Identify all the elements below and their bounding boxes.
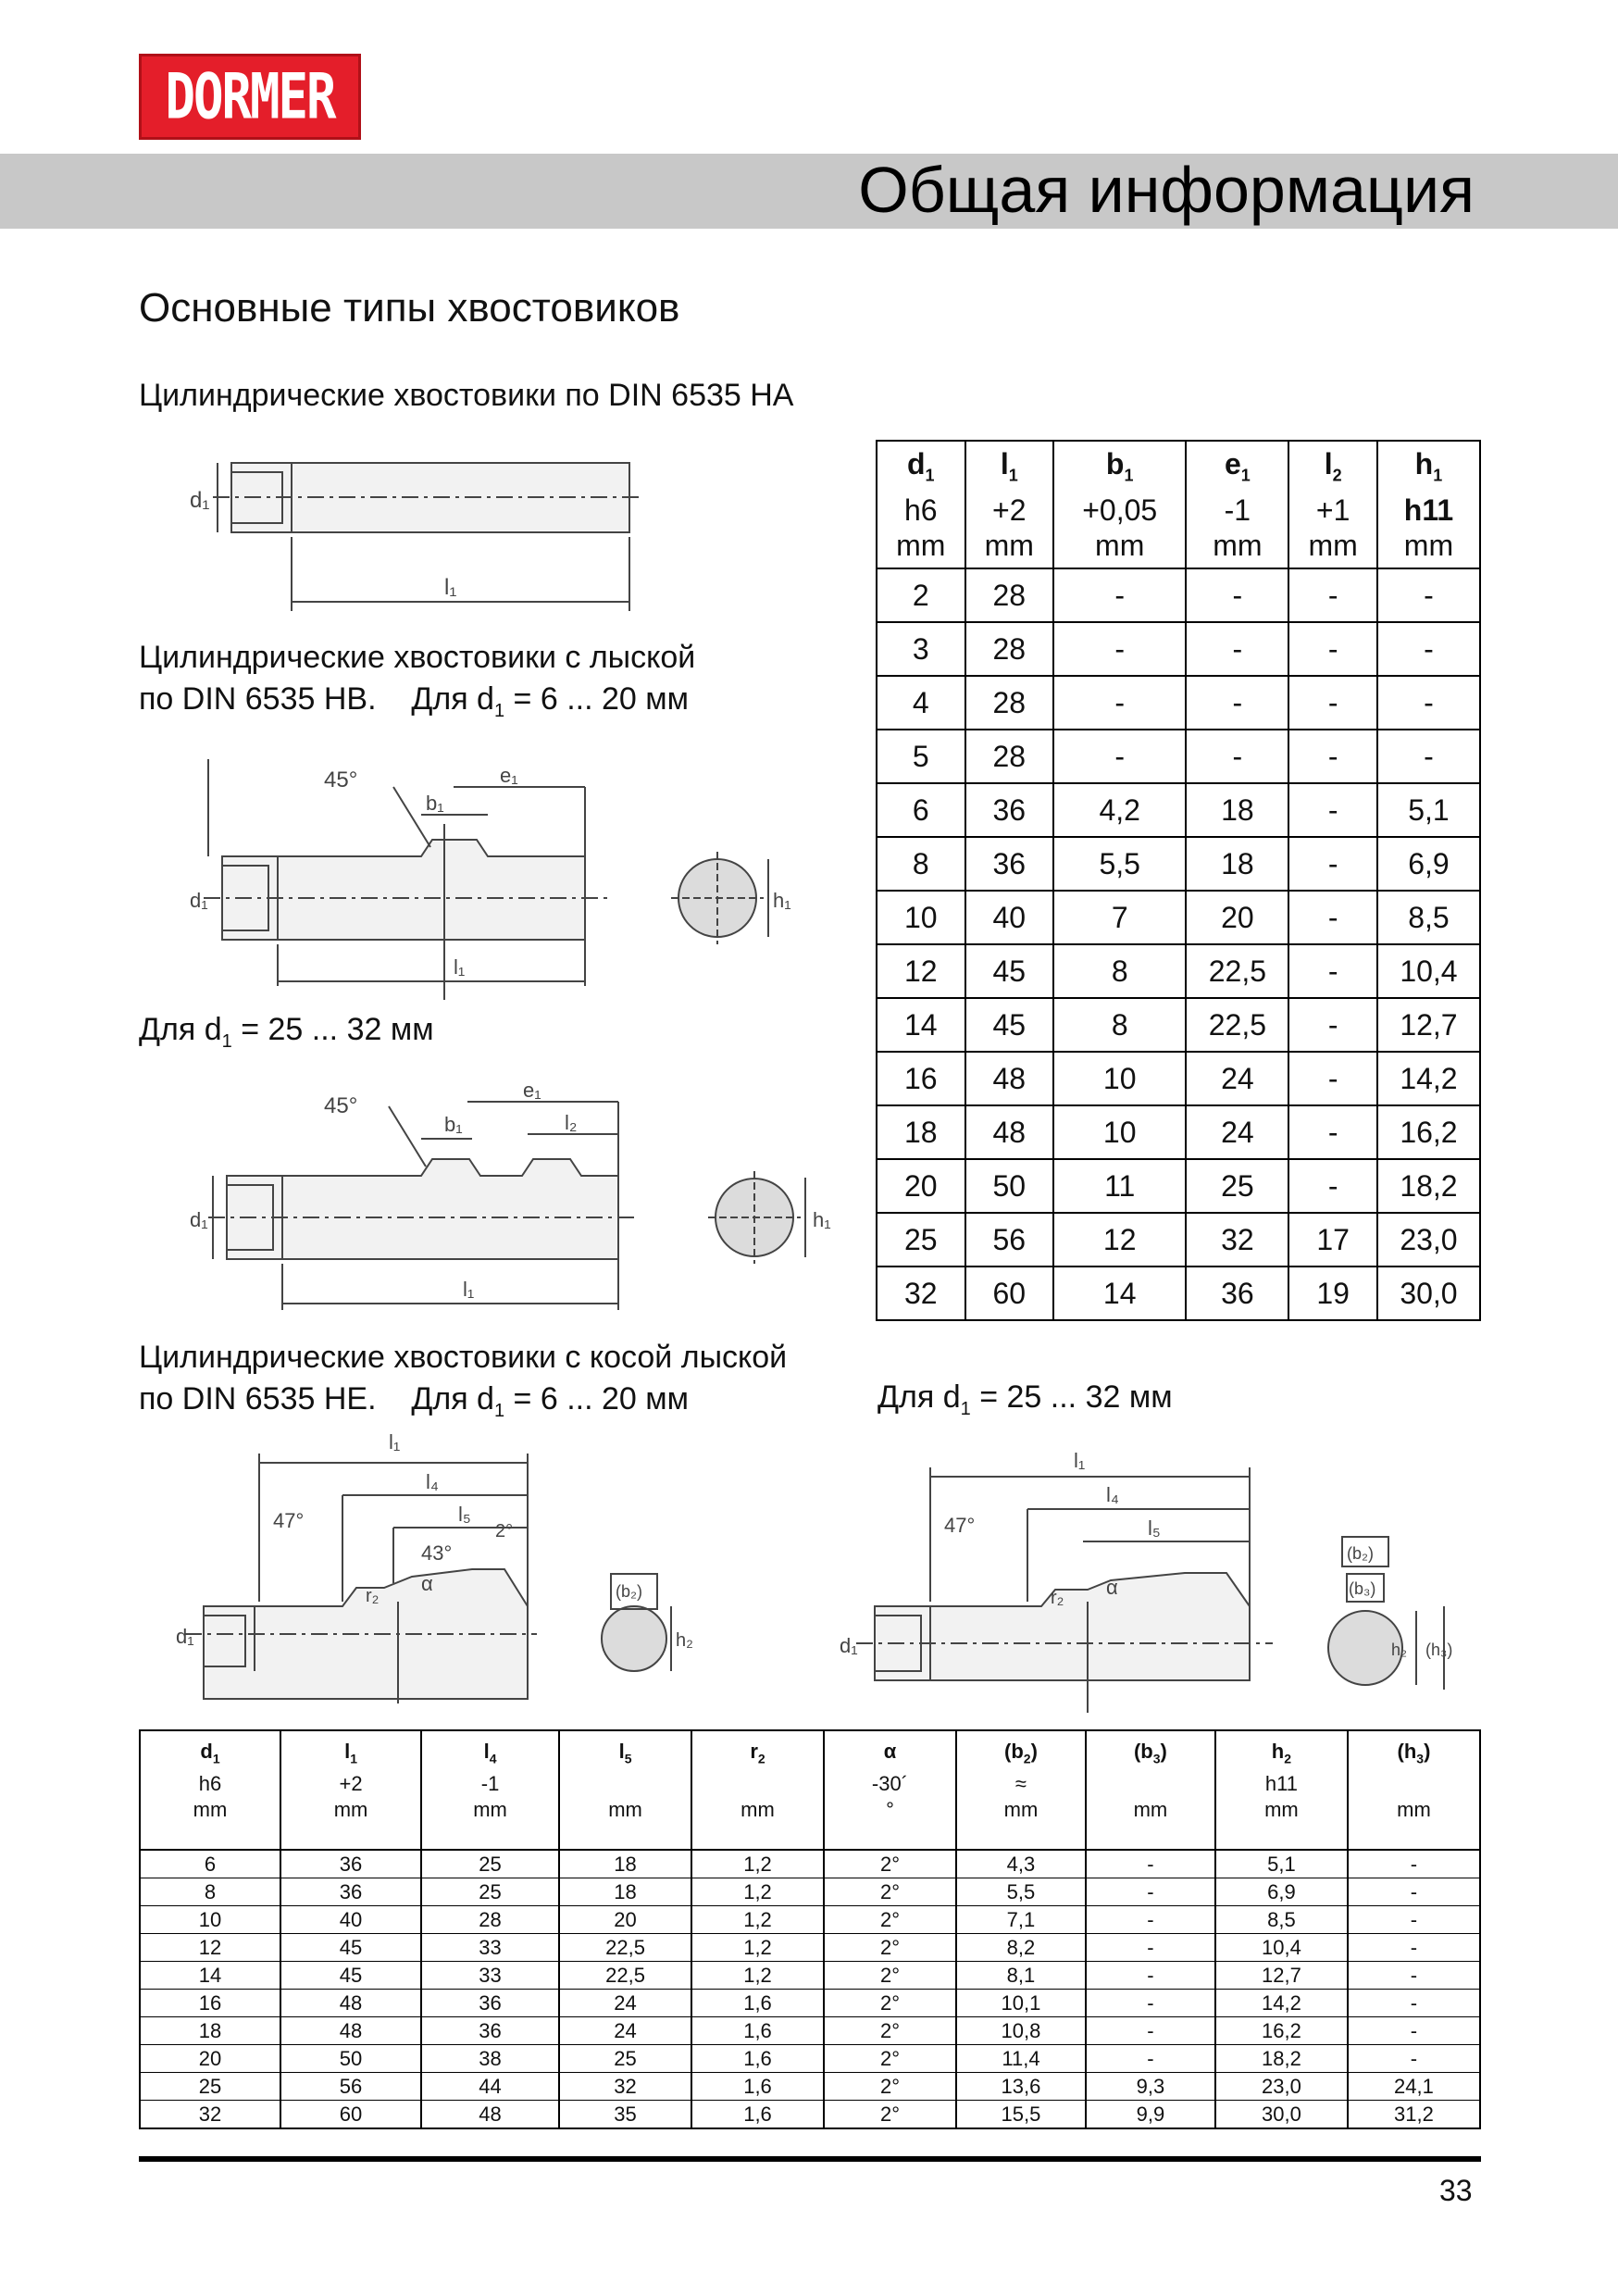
label-h2-he: h₂ — [676, 1630, 693, 1651]
table-cell: 24,1 — [1348, 2073, 1480, 2101]
table-ha-hb-header — [877, 441, 1480, 568]
table-cell: 2° — [824, 2101, 956, 2129]
table-cell: 9,9 — [1086, 2101, 1215, 2129]
label-alpha-he-large: α — [1106, 1576, 1118, 1599]
table-cell: - — [1348, 2045, 1480, 2073]
col-header: $(b_2)$ ≈ mm — [956, 1730, 1086, 1850]
table-cell: 22,5 — [559, 1934, 691, 1962]
table-he-header — [140, 1730, 1480, 1850]
table-cell: 8 — [1053, 944, 1186, 998]
table-cell: 2° — [824, 1850, 956, 1878]
table-cell: 12,7 — [1215, 1962, 1348, 1990]
table-cell: 36 — [965, 783, 1054, 837]
table-row — [877, 891, 1480, 944]
label-45-large: 45° — [324, 1093, 358, 1118]
table-cell: 40 — [280, 1906, 421, 1934]
table-cell: 17 — [1288, 1213, 1377, 1267]
col-header: $l_4$ -1 mm — [421, 1730, 559, 1850]
table-cell: 4,2 — [1053, 783, 1186, 837]
table-cell: 14 — [877, 998, 965, 1052]
label-l4-he: l₄ — [426, 1470, 439, 1493]
table-cell: - — [1053, 622, 1186, 676]
table-cell: 14 — [140, 1962, 280, 1990]
table-cell: 24 — [559, 2017, 691, 2045]
diagram-shank-he — [167, 1426, 741, 1722]
table-cell: 13,6 — [956, 2073, 1086, 2101]
table-row — [877, 622, 1480, 676]
caption-hb2 — [139, 1009, 434, 1062]
table-cell: 30,0 — [1377, 1267, 1480, 1320]
caption-hb-range-post: = 6 ... 20 мм — [504, 681, 689, 717]
table-cell: - — [1086, 1962, 1215, 1990]
table-cell: - — [1086, 2017, 1215, 2045]
table-cell: - — [1348, 1850, 1480, 1878]
table-cell: 2° — [824, 1934, 956, 1962]
table-cell: 8,5 — [1215, 1906, 1348, 1934]
table-cell: 25 — [877, 1213, 965, 1267]
caption-hb-din: по DIN 6535 HB. — [139, 681, 377, 717]
label-b2-he-large: (b₂) — [1347, 1544, 1374, 1563]
table-cell: - — [1288, 944, 1377, 998]
table-cell: 16 — [877, 1052, 965, 1105]
table-cell: 20 — [559, 1906, 691, 1934]
table-cell: 10,8 — [956, 2017, 1086, 2045]
table-cell: 8,1 — [956, 1962, 1086, 1990]
table-cell: - — [1086, 2045, 1215, 2073]
table-cell: 24 — [559, 1990, 691, 2017]
caption-he2-pre: Для d — [877, 1379, 961, 1415]
table-cell: 28 — [965, 568, 1054, 622]
caption-hb-line1: Цилиндрические хвостовики с лыской — [139, 640, 696, 675]
table-cell: - — [1288, 998, 1377, 1052]
label-43: 43° — [421, 1541, 453, 1565]
table-cell: 25 — [140, 2073, 280, 2101]
label-e1-large: e₁ — [523, 1079, 541, 1102]
table-cell: 2° — [824, 2045, 956, 2073]
table-cell: 48 — [421, 2101, 559, 2129]
table-cell: 38 — [421, 2045, 559, 2073]
caption-he-line1: Цилиндрические хвостовики с косой лыской — [139, 1340, 788, 1375]
table-cell: 6,9 — [1377, 837, 1480, 891]
label-r2-he-large: r₂ — [1051, 1588, 1064, 1608]
table-cell: 10 — [877, 891, 965, 944]
table-cell: 2° — [824, 1990, 956, 2017]
table-cell: 1,2 — [691, 1962, 824, 1990]
table-cell: 18 — [1186, 783, 1288, 837]
label-l1-he-large: l₁ — [1074, 1449, 1086, 1472]
table-cell: 18,2 — [1215, 2045, 1348, 2073]
table-cell: - — [1377, 730, 1480, 783]
label-47: 47° — [273, 1509, 305, 1532]
table-cell: 22,5 — [559, 1962, 691, 1990]
table-cell: 8,5 — [1377, 891, 1480, 944]
label-l2-large: l₂ — [565, 1111, 578, 1134]
col-header: $l_1$ +2 mm — [280, 1730, 421, 1850]
table-cell: 10,4 — [1377, 944, 1480, 998]
table-cell: 5,5 — [956, 1878, 1086, 1906]
table-row — [877, 676, 1480, 730]
table-cell: 36 — [421, 1990, 559, 2017]
table-cell: 8 — [140, 1878, 280, 1906]
table-cell: 44 — [421, 2073, 559, 2101]
table-cell: 7 — [1053, 891, 1186, 944]
table-cell: 36 — [965, 837, 1054, 891]
table-cell: 16,2 — [1377, 1105, 1480, 1159]
table-cell: - — [1288, 1159, 1377, 1213]
table-cell: 30,0 — [1215, 2101, 1348, 2129]
table-row — [877, 1267, 1480, 1320]
label-d1-he: d₁ — [176, 1625, 194, 1648]
table-cell: - — [1086, 1850, 1215, 1878]
table-cell: 7,1 — [956, 1906, 1086, 1934]
table-cell: 3 — [877, 622, 965, 676]
table-cell: 20 — [140, 2045, 280, 2073]
table-cell: 28 — [421, 1906, 559, 1934]
section-title: Основные типы хвостовиков — [139, 285, 680, 331]
table-cell: 10,1 — [956, 1990, 1086, 2017]
col-e1: $e_1$ -1 mm — [1186, 441, 1288, 568]
caption-hb-range-sub: 1 — [493, 700, 505, 721]
table-row — [877, 998, 1480, 1052]
table-cell: 14,2 — [1377, 1052, 1480, 1105]
table-row — [140, 1962, 1480, 1990]
label-l1-hb: l₁ — [454, 955, 466, 979]
table-cell: 25 — [421, 1878, 559, 1906]
table-cell: 33 — [421, 1934, 559, 1962]
table-cell: 25 — [559, 2045, 691, 2073]
table-cell: 28 — [965, 622, 1054, 676]
dormer-logo — [139, 54, 361, 140]
table-cell: 56 — [965, 1213, 1054, 1267]
caption-hb2-pre: Для d — [139, 1012, 222, 1047]
table-cell: 10 — [1053, 1105, 1186, 1159]
caption-he2-sub: 1 — [960, 1398, 971, 1419]
table-cell: 15,5 — [956, 2101, 1086, 2129]
table-cell: - — [1288, 891, 1377, 944]
label-alpha-he: α — [421, 1572, 433, 1595]
table-cell: 20 — [1186, 891, 1288, 944]
table-cell: 48 — [280, 2017, 421, 2045]
label-b1: b₁ — [426, 792, 444, 815]
table-cell: - — [1053, 676, 1186, 730]
table-ha-hb — [876, 440, 1481, 1321]
label-l1: l₁ — [444, 575, 457, 600]
table-cell: - — [1086, 1878, 1215, 1906]
table-cell: 19 — [1288, 1267, 1377, 1320]
label-h1-large: h₁ — [813, 1208, 831, 1231]
table-cell: 45 — [965, 944, 1054, 998]
table-cell: 36 — [1186, 1267, 1288, 1320]
table-cell: - — [1377, 676, 1480, 730]
table-cell: 36 — [280, 1850, 421, 1878]
col-header: α -30´ ° — [824, 1730, 956, 1850]
table-row — [877, 730, 1480, 783]
diagram-shank-he-large — [828, 1444, 1486, 1722]
table-cell: 12 — [877, 944, 965, 998]
table-ha-hb-body — [877, 568, 1480, 1320]
table-he — [139, 1729, 1481, 2129]
table-cell: 2° — [824, 1906, 956, 1934]
label-l5-he-large: l₅ — [1148, 1516, 1161, 1540]
table-row — [877, 1213, 1480, 1267]
table-cell: 5 — [877, 730, 965, 783]
table-row — [877, 837, 1480, 891]
footer-rule — [139, 2156, 1481, 2162]
table-cell: 6 — [877, 783, 965, 837]
label-b2-he: (b₂) — [616, 1582, 642, 1601]
table-cell: 5,1 — [1377, 783, 1480, 837]
caption-ha: Цилиндрические хвостовики по DIN 6535 HA — [139, 378, 794, 413]
table-cell: - — [1053, 568, 1186, 622]
table-cell: 1,6 — [691, 2073, 824, 2101]
table-cell: 45 — [280, 1962, 421, 1990]
table-cell: 5,5 — [1053, 837, 1186, 891]
table-cell: 35 — [559, 2101, 691, 2129]
caption-he2 — [877, 1377, 1173, 1429]
table-cell: - — [1288, 837, 1377, 891]
table-cell: 45 — [280, 1934, 421, 1962]
table-cell: 33 — [421, 1962, 559, 1990]
table-cell: 36 — [280, 1878, 421, 1906]
diagram-shank-hb-large — [176, 1074, 861, 1315]
table-cell: 14,2 — [1215, 1990, 1348, 2017]
table-cell: 1,6 — [691, 2045, 824, 2073]
label-e1: e₁ — [500, 764, 518, 787]
label-d1-hb: d₁ — [190, 889, 208, 912]
table-cell: 2° — [824, 1962, 956, 1990]
table-cell: 48 — [280, 1990, 421, 2017]
table-cell: - — [1186, 622, 1288, 676]
table-cell: 1,2 — [691, 1850, 824, 1878]
table-cell: 32 — [1186, 1213, 1288, 1267]
col-header: $(h_3)$ mm — [1348, 1730, 1480, 1850]
caption-hb2-sub: 1 — [221, 1030, 232, 1052]
table-cell: 8 — [877, 837, 965, 891]
caption-he-range-post: = 6 ... 20 мм — [504, 1381, 689, 1416]
col-header: $h_2$ h11 mm — [1215, 1730, 1348, 1850]
table-cell: 22,5 — [1186, 998, 1288, 1052]
table-cell: 23,0 — [1377, 1213, 1480, 1267]
table-cell: - — [1086, 1906, 1215, 1934]
table-cell: 25 — [1186, 1159, 1288, 1213]
table-cell: 10 — [140, 1906, 280, 1934]
label-47-large: 47° — [944, 1514, 976, 1537]
page-title: Общая информация — [858, 154, 1475, 226]
table-cell: - — [1288, 730, 1377, 783]
table-cell: 18,2 — [1377, 1159, 1480, 1213]
col-l1: $l_1$ +2 mm — [965, 441, 1054, 568]
table-cell: 4,3 — [956, 1850, 1086, 1878]
table-cell: - — [1348, 1878, 1480, 1906]
table-cell: 2 — [877, 568, 965, 622]
table-row — [140, 2073, 1480, 2101]
table-row — [877, 944, 1480, 998]
table-cell: 48 — [965, 1052, 1054, 1105]
table-row — [140, 2101, 1480, 2129]
diagram-shank-ha — [176, 444, 657, 620]
table-cell: 2° — [824, 1878, 956, 1906]
table-cell: 6 — [140, 1850, 280, 1878]
table-cell: 28 — [965, 676, 1054, 730]
table-cell: 32 — [140, 2101, 280, 2129]
diagram-shank-hb — [176, 759, 824, 1000]
col-b1: $b_1$ +0,05 mm — [1053, 441, 1186, 568]
table-cell: 1,6 — [691, 2101, 824, 2129]
table-cell: 40 — [965, 891, 1054, 944]
table-cell: 50 — [280, 2045, 421, 2073]
table-cell: - — [1348, 1990, 1480, 2017]
label-d1-he-large: d₁ — [840, 1634, 858, 1657]
table-cell: - — [1348, 2017, 1480, 2045]
label-l1-large: l₁ — [463, 1278, 475, 1301]
table-cell: - — [1288, 568, 1377, 622]
table-cell: - — [1186, 676, 1288, 730]
logo-text: DORMER — [165, 60, 335, 133]
table-cell: 16 — [140, 1990, 280, 2017]
caption-hb2-post: = 25 ... 32 мм — [231, 1012, 434, 1047]
label-45: 45° — [324, 767, 358, 792]
col-header: $(b_3)$ mm — [1086, 1730, 1215, 1850]
table-cell: 32 — [877, 1267, 965, 1320]
table-cell: - — [1288, 783, 1377, 837]
table-row — [877, 1159, 1480, 1213]
table-cell: - — [1288, 1105, 1377, 1159]
table-row — [140, 1878, 1480, 1906]
caption-he-range-sub: 1 — [493, 1400, 505, 1421]
caption-he2-post: = 25 ... 32 мм — [970, 1379, 1173, 1415]
col-header: $l_5$ mm — [559, 1730, 691, 1850]
table-row — [140, 1934, 1480, 1962]
table-cell: 11,4 — [956, 2045, 1086, 2073]
col-header: $r_2$ mm — [691, 1730, 824, 1850]
table-cell: 32 — [559, 2073, 691, 2101]
table-cell: 60 — [280, 2101, 421, 2129]
table-cell: - — [1086, 1990, 1215, 2017]
table-cell: 18 — [140, 2017, 280, 2045]
label-h1-hb: h₁ — [773, 889, 791, 912]
label-b1-large: b₁ — [444, 1113, 463, 1136]
table-cell: 14 — [1053, 1267, 1186, 1320]
col-h1: $h_1$ h11 mm — [1377, 441, 1480, 568]
table-row — [140, 2045, 1480, 2073]
table-cell: 28 — [965, 730, 1054, 783]
table-cell: 22,5 — [1186, 944, 1288, 998]
table-cell: 12 — [1053, 1213, 1186, 1267]
table-row — [140, 1990, 1480, 2017]
label-l1-he: l₁ — [389, 1430, 401, 1454]
table-cell: 5,1 — [1215, 1850, 1348, 1878]
table-cell: 9,3 — [1086, 2073, 1215, 2101]
table-cell: 1,6 — [691, 2017, 824, 2045]
table-cell: 1,2 — [691, 1878, 824, 1906]
table-cell: 45 — [965, 998, 1054, 1052]
label-d1-large: d₁ — [190, 1208, 208, 1231]
table-cell: 25 — [421, 1850, 559, 1878]
table-cell: 16,2 — [1215, 2017, 1348, 2045]
table-row — [140, 1906, 1480, 1934]
table-cell: - — [1377, 568, 1480, 622]
table-row — [877, 568, 1480, 622]
table-row — [877, 1052, 1480, 1105]
table-row — [140, 1850, 1480, 1878]
table-cell: 1,2 — [691, 1906, 824, 1934]
table-cell: - — [1348, 1934, 1480, 1962]
table-cell: 8,2 — [956, 1934, 1086, 1962]
table-cell: 12 — [140, 1934, 280, 1962]
table-cell: 2° — [824, 2017, 956, 2045]
table-cell: - — [1288, 676, 1377, 730]
caption-he-line2 — [139, 1379, 689, 1431]
table-row — [877, 1105, 1480, 1159]
label-b3-he-large: (b₃) — [1349, 1579, 1376, 1598]
table-cell: 18 — [1186, 837, 1288, 891]
table-cell: - — [1288, 1052, 1377, 1105]
col-l2: $l_2$ +1 mm — [1288, 441, 1377, 568]
table-cell: 2° — [824, 2073, 956, 2101]
table-cell: 18 — [877, 1105, 965, 1159]
table-cell: - — [1186, 730, 1288, 783]
table-cell: 23,0 — [1215, 2073, 1348, 2101]
caption-hb-line2 — [139, 679, 689, 731]
table-cell: - — [1053, 730, 1186, 783]
table-cell: - — [1288, 622, 1377, 676]
page-number: 33 — [1439, 2174, 1473, 2207]
label-h2-he-large: h₂ — [1391, 1641, 1407, 1659]
table-cell: 60 — [965, 1267, 1054, 1320]
label-d1: d₁ — [190, 488, 210, 513]
label-l4-he-large: l₄ — [1106, 1483, 1119, 1506]
caption-hb-range-pre: Для d — [411, 681, 494, 717]
table-row — [877, 783, 1480, 837]
table-cell: 18 — [559, 1850, 691, 1878]
table-cell: - — [1348, 1906, 1480, 1934]
caption-he-din: по DIN 6535 HE. — [139, 1381, 377, 1416]
table-row — [140, 2017, 1480, 2045]
table-cell: 31,2 — [1348, 2101, 1480, 2129]
table-cell: 24 — [1186, 1052, 1288, 1105]
col-header: $d_1$ h6 mm — [140, 1730, 280, 1850]
table-cell: 56 — [280, 2073, 421, 2101]
table-cell: 50 — [965, 1159, 1054, 1213]
table-cell: 10,4 — [1215, 1934, 1348, 1962]
table-cell: - — [1186, 568, 1288, 622]
table-cell: - — [1348, 1962, 1480, 1990]
table-cell: 24 — [1186, 1105, 1288, 1159]
label-l5-he: l₅ — [458, 1503, 471, 1526]
label-r2-he: r₂ — [366, 1586, 380, 1606]
table-cell: 20 — [877, 1159, 965, 1213]
label-2deg: 2° — [495, 1521, 514, 1541]
table-cell: 4 — [877, 676, 965, 730]
table-cell: 18 — [559, 1878, 691, 1906]
table-cell: 10 — [1053, 1052, 1186, 1105]
table-cell: 12,7 — [1377, 998, 1480, 1052]
table-cell: 8 — [1053, 998, 1186, 1052]
label-h3-he-large: (h₃) — [1425, 1641, 1453, 1659]
table-cell: 11 — [1053, 1159, 1186, 1213]
table-he-body — [140, 1850, 1480, 2128]
caption-he-range-pre: Для d — [411, 1381, 494, 1416]
col-d1: $d_1$ h6 mm — [877, 441, 965, 568]
table-cell: - — [1377, 622, 1480, 676]
table-cell: 1,6 — [691, 1990, 824, 2017]
table-cell: 1,2 — [691, 1934, 824, 1962]
table-cell: 48 — [965, 1105, 1054, 1159]
table-cell: 6,9 — [1215, 1878, 1348, 1906]
table-cell: - — [1086, 1934, 1215, 1962]
table-cell: 36 — [421, 2017, 559, 2045]
